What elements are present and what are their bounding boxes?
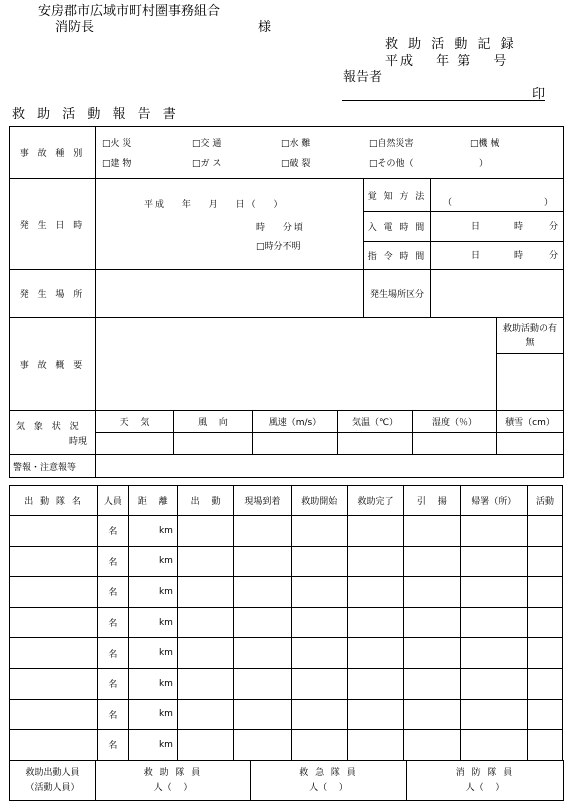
dispatch-people-cell[interactable]: 名 <box>98 516 129 547</box>
weather-col-snow: 積雪（cm） <box>497 411 564 433</box>
dispatch-row <box>10 577 563 608</box>
dispatch-time-cell[interactable] <box>347 668 403 699</box>
header-arrival: 現場到着 <box>234 486 291 516</box>
dispatch-time-cell[interactable] <box>404 577 460 608</box>
order-minute: 分 <box>549 251 559 261</box>
dispatch-time-cell[interactable] <box>460 668 528 699</box>
footer-label <box>10 761 96 801</box>
dispatch-time-cell[interactable] <box>347 546 403 577</box>
footer-rescue-crew-title: 救 助 隊 員 <box>143 767 203 778</box>
footer-label-sub: （活動人員） <box>25 782 80 793</box>
dispatch-time-cell[interactable] <box>460 516 528 547</box>
dispatch-time-cell[interactable] <box>528 730 563 761</box>
record-title: 救 助 活 動 記 録 <box>385 37 517 52</box>
footer-fire-crew-title: 消 防 隊 員 <box>455 767 515 778</box>
checkbox-machine[interactable]: □ 機 械 <box>470 140 499 149</box>
checkbox-natural-disaster[interactable]: □ 自然災害 <box>369 140 414 149</box>
weather-col-humidity: 湿度（％） <box>413 411 497 433</box>
dispatch-time-cell[interactable] <box>291 516 347 547</box>
dispatch-unit-cell[interactable] <box>10 668 98 699</box>
dispatch-time-cell[interactable] <box>291 546 347 577</box>
dispatch-row <box>10 730 563 761</box>
dispatch-time-cell[interactable] <box>460 607 528 638</box>
reporter-line <box>342 100 545 101</box>
checkbox-traffic[interactable]: □ 交 通 <box>192 140 221 149</box>
footer-ambulance-crew-title: 救 急 隊 員 <box>299 767 358 778</box>
dispatch-distance-cell[interactable]: km <box>128 699 177 730</box>
footer-ambulance-crew-unit: 人（ ） <box>309 782 348 793</box>
location-value[interactable] <box>96 270 364 318</box>
header-rescue-start: 救助開始 <box>291 486 347 516</box>
weather-sky-value[interactable] <box>96 433 174 455</box>
dispatch-time-cell[interactable] <box>234 668 291 699</box>
weather-col-sky: 天 気 <box>96 411 174 433</box>
dispatch-time-cell[interactable] <box>291 607 347 638</box>
order-hour: 時 <box>514 251 524 261</box>
dispatch-time-cell[interactable] <box>460 730 528 761</box>
header-distance: 距 離 <box>128 486 177 516</box>
dispatch-distance-cell[interactable]: km <box>128 577 177 608</box>
entry-hour: 時 <box>514 222 524 232</box>
dispatch-time-cell[interactable] <box>460 638 528 669</box>
dispatch-time-cell[interactable] <box>177 699 233 730</box>
chief-title: 消防長 <box>55 20 95 35</box>
dispatch-unit-cell[interactable] <box>10 730 98 761</box>
dispatch-time-cell[interactable] <box>291 699 347 730</box>
dispatch-time-cell[interactable] <box>234 607 291 638</box>
dispatch-time-cell[interactable] <box>177 516 233 547</box>
warnings-label: 警報・注意報等 <box>10 455 96 478</box>
dispatch-time-cell[interactable] <box>404 699 460 730</box>
dispatch-time-cell[interactable] <box>177 638 233 669</box>
weather-col-wind-speed: 風速（m/s） <box>253 411 338 433</box>
header-rescue-end: 救助完了 <box>347 486 403 516</box>
dispatch-time-cell[interactable] <box>404 546 460 577</box>
dispatch-table <box>9 485 563 761</box>
footer-label-main: 救助出動人員 <box>25 767 80 778</box>
header-unit-name: 出 動 隊 名 <box>10 486 98 516</box>
dispatch-distance-cell[interactable]: km <box>128 638 177 669</box>
weather-label: 気 象 状 況 <box>16 422 82 432</box>
dispatch-time-cell[interactable] <box>528 516 563 547</box>
footer-table <box>9 760 564 801</box>
occurrence-datetime[interactable] <box>96 179 364 270</box>
dispatch-time-cell[interactable] <box>528 699 563 730</box>
dispatch-time-cell[interactable] <box>347 607 403 638</box>
location-zone-label: 発生場所区分 <box>364 270 431 318</box>
dispatch-time-cell[interactable] <box>291 730 347 761</box>
dispatch-time-cell[interactable] <box>528 546 563 577</box>
dispatch-time-cell[interactable] <box>460 546 528 577</box>
detect-method-value[interactable] <box>431 179 564 212</box>
dispatch-time-cell[interactable] <box>404 668 460 699</box>
dispatch-time-cell[interactable] <box>460 577 528 608</box>
order-day: 日 <box>471 251 481 261</box>
dispatch-time-cell[interactable] <box>234 638 291 669</box>
dispatch-row <box>10 546 563 577</box>
weather-temperature-value[interactable] <box>338 433 413 455</box>
header-activity: 活動 <box>528 486 563 516</box>
dispatch-unit-cell[interactable] <box>10 699 98 730</box>
footer-ambulance-crew[interactable] <box>251 761 407 801</box>
honorific: 様 <box>258 20 272 35</box>
org-name: 安房郡市広域市町村圏事務組合 <box>38 4 221 19</box>
location-zone-value[interactable] <box>431 270 564 318</box>
checkbox-building[interactable]: □ 建 物 <box>102 160 131 169</box>
dispatch-time-cell[interactable] <box>291 668 347 699</box>
accident-type-label: 事 故 種 別 <box>10 127 96 179</box>
dispatch-time-cell[interactable] <box>460 699 528 730</box>
dispatch-time-cell[interactable] <box>177 668 233 699</box>
checkbox-burst[interactable]: □ 破 裂 <box>281 160 310 169</box>
entry-minute: 分 <box>549 222 559 232</box>
dispatch-unit-cell[interactable] <box>10 607 98 638</box>
summary-label: 事 故 概 要 <box>10 318 96 411</box>
report-title: 救 助 活 動 報 告 書 <box>12 107 180 122</box>
entry-day: 日 <box>471 222 481 232</box>
dispatch-time-cell[interactable] <box>291 577 347 608</box>
dispatch-time-cell[interactable] <box>347 699 403 730</box>
dispatch-time-cell[interactable] <box>234 699 291 730</box>
time-line: 時 分頃 <box>256 223 305 233</box>
weather-label-cell <box>10 411 96 455</box>
weather-snow-value[interactable] <box>497 433 564 455</box>
dispatch-distance-cell[interactable]: km <box>128 668 177 699</box>
rescue-flag-label: 救助活動の有無 <box>497 318 564 354</box>
dispatch-header-row <box>10 486 563 516</box>
dispatch-distance-cell[interactable]: km <box>128 730 177 761</box>
footer-rescue-crew-unit: 人（ ） <box>153 782 193 793</box>
entry-time-value[interactable] <box>431 212 564 242</box>
dispatch-people-cell[interactable]: 名 <box>98 577 129 608</box>
dispatch-unit-cell[interactable] <box>10 577 98 608</box>
weather-wind-speed-value[interactable] <box>253 433 338 455</box>
checkbox-other[interactable]: □ その他（ <box>369 160 414 169</box>
checkbox-fire[interactable]: □ 火 災 <box>102 140 131 149</box>
checkbox-water[interactable]: □ 水 難 <box>281 140 310 149</box>
dispatch-row <box>10 638 563 669</box>
dispatch-people-cell[interactable]: 名 <box>98 546 129 577</box>
dispatch-unit-cell[interactable] <box>10 546 98 577</box>
footer-fire-crew[interactable] <box>407 761 564 801</box>
dispatch-time-cell[interactable] <box>234 516 291 547</box>
dispatch-time-cell[interactable] <box>404 730 460 761</box>
weather-col-temperature: 気温（℃） <box>338 411 413 433</box>
reporter-label: 報告者 <box>343 70 383 85</box>
record-number-line: 平成 年 第 号 <box>385 54 509 69</box>
weather-wind-dir-value[interactable] <box>174 433 253 455</box>
detect-method-label: 覚 知 方 法 <box>364 179 431 212</box>
dispatch-time-cell[interactable] <box>347 516 403 547</box>
other-close-paren: ） <box>479 159 489 169</box>
date-line: 平成 年 月 日（ ） <box>144 200 285 210</box>
dispatch-time-cell[interactable] <box>404 638 460 669</box>
accident-type-options <box>96 127 564 179</box>
occurrence-label: 発 生 日 時 <box>10 179 96 270</box>
dispatch-people-cell[interactable]: 名 <box>98 607 129 638</box>
dispatch-time-cell[interactable] <box>177 607 233 638</box>
dispatch-row <box>10 516 563 547</box>
dispatch-time-cell[interactable] <box>177 546 233 577</box>
dispatch-time-cell[interactable] <box>347 638 403 669</box>
order-time-label: 指 令 時 間 <box>364 242 431 270</box>
dispatch-row <box>10 668 563 699</box>
footer-fire-crew-unit: 人（ ） <box>465 782 505 793</box>
dispatch-time-cell[interactable] <box>528 577 563 608</box>
dispatch-time-cell[interactable] <box>291 638 347 669</box>
header-withdraw: 引 揚 <box>404 486 460 516</box>
dispatch-row <box>10 607 563 638</box>
header-dispatch: 出 動 <box>177 486 233 516</box>
dispatch-distance-cell[interactable]: km <box>128 607 177 638</box>
seal-mark: 印 <box>532 87 546 102</box>
dispatch-time-cell[interactable] <box>347 577 403 608</box>
header-people: 人員 <box>98 486 129 516</box>
location-label: 発 生 場 所 <box>10 270 96 318</box>
dispatch-time-cell[interactable] <box>234 577 291 608</box>
dispatch-distance-cell[interactable]: km <box>128 516 177 547</box>
dispatch-people-cell[interactable]: 名 <box>98 699 129 730</box>
header-return: 帰署（所） <box>460 486 528 516</box>
dispatch-time-cell[interactable] <box>528 668 563 699</box>
dispatch-row <box>10 699 563 730</box>
dispatch-distance-cell[interactable]: km <box>128 546 177 577</box>
dispatch-time-cell[interactable] <box>528 607 563 638</box>
weather-time-label: 時現 <box>69 437 88 447</box>
dispatch-time-cell[interactable] <box>404 607 460 638</box>
dispatch-time-cell[interactable] <box>177 730 233 761</box>
dispatch-time-cell[interactable] <box>234 546 291 577</box>
dispatch-time-cell[interactable] <box>404 516 460 547</box>
dispatch-time-cell[interactable] <box>347 730 403 761</box>
dispatch-unit-cell[interactable] <box>10 638 98 669</box>
dispatch-people-cell[interactable]: 名 <box>98 730 129 761</box>
dispatch-people-cell[interactable]: 名 <box>98 668 129 699</box>
checkbox-time-unknown[interactable]: □ 時分不明 <box>256 243 301 252</box>
order-time-value[interactable] <box>431 242 564 270</box>
entry-time-label: 入 電 時 間 <box>364 212 431 242</box>
weather-humidity-value[interactable] <box>413 433 497 455</box>
dispatch-people-cell[interactable]: 名 <box>98 638 129 669</box>
dispatch-unit-cell[interactable] <box>10 516 98 547</box>
warnings-value[interactable] <box>96 455 564 478</box>
dispatch-time-cell[interactable] <box>177 577 233 608</box>
weather-col-wind-dir: 風 向 <box>174 411 253 433</box>
summary-value[interactable] <box>96 318 497 411</box>
detect-paren-open: （ <box>443 198 453 208</box>
footer-rescue-crew[interactable] <box>96 761 251 801</box>
rescue-flag-value[interactable] <box>497 354 564 411</box>
dispatch-time-cell[interactable] <box>528 638 563 669</box>
checkbox-gas[interactable]: □ ガ ス <box>192 160 221 169</box>
dispatch-time-cell[interactable] <box>234 730 291 761</box>
report-form <box>9 126 564 478</box>
detect-paren-close: ） <box>544 198 554 208</box>
